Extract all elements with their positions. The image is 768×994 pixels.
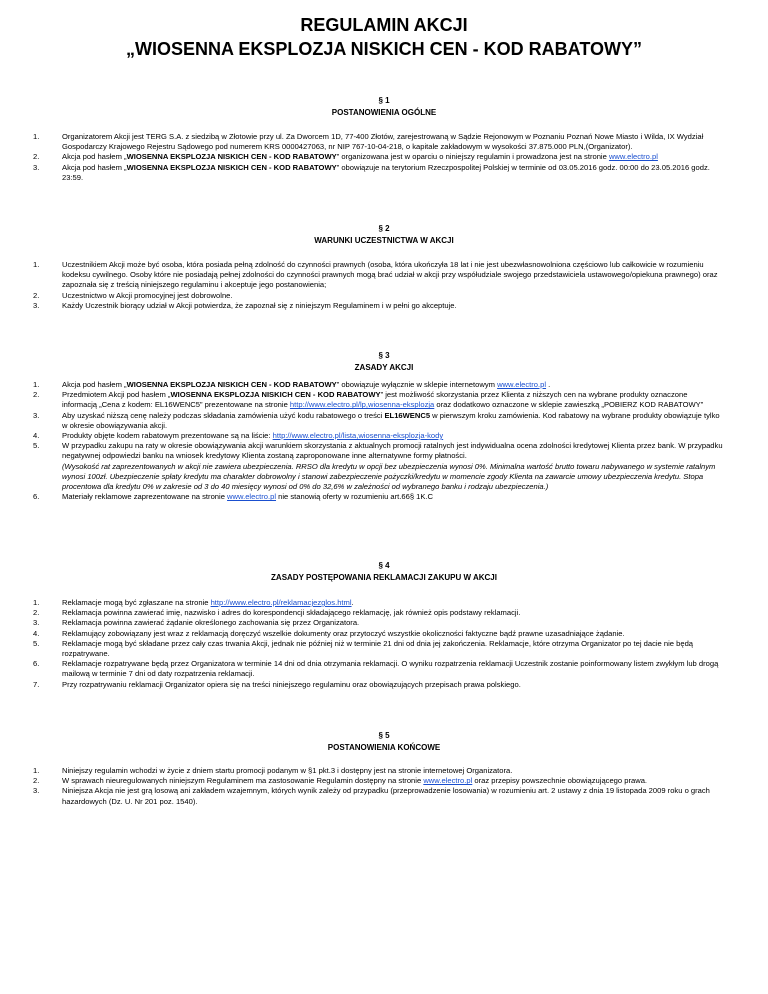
- section-number: § 3: [378, 351, 390, 360]
- link[interactable]: www.electro.pl: [608, 152, 658, 162]
- list-item: [33, 618, 723, 628]
- section-3-list: [33, 380, 723, 502]
- section-1-list: [33, 132, 723, 183]
- section-5-list: [33, 766, 723, 807]
- item-number: 3.: [33, 162, 40, 172]
- item-text: [62, 492, 723, 502]
- text-run: .: [546, 380, 551, 389]
- text-run: Reklamacje rozpatrywane będą przez Organizatora w terminie 14 dni od dnia otrzymania reklamacji. O wyniku rozpatrzenia reklamacji Uczestnik zostanie poinformowany listem zwykłym lub drogą mailową w terminie 7 dni od daty rozpatrzenia reklamacji.: [62, 659, 719, 679]
- item-text: [62, 608, 723, 618]
- section-title: POSTANOWIENIA OGÓLNE: [331, 108, 437, 117]
- item-text: [62, 629, 723, 639]
- text-run: Reklamacja powinna zawierać imię, nazwisko i adres do korespondencji składającego reklamację, jak również opis podstawy reklamacji.: [62, 608, 521, 618]
- link[interactable]: www.electro.pl: [423, 776, 473, 786]
- item-number: 3.: [33, 410, 40, 420]
- text-run: .: [351, 598, 354, 607]
- item-number: 1.: [33, 380, 40, 389]
- document-title-line2: „WIOSENNA EKSPLOZJA NISKICH CEN - KOD RABATOWY”: [125, 39, 642, 59]
- section-2-heading: [0, 223, 768, 247]
- link[interactable]: www.electro.pl: [227, 492, 277, 502]
- item-text: [62, 598, 723, 608]
- item-text: [62, 380, 723, 390]
- text-run: Każdy Uczestnik biorący udział w Akcji potwierdza, że zapoznał się z niniejszym Regulaminem i w pełni go akceptuje.: [62, 300, 457, 310]
- list-item: [33, 260, 723, 291]
- section-number: § 1: [378, 96, 390, 105]
- item-text: [62, 639, 723, 659]
- section-4-list: [33, 598, 723, 690]
- item-text: [62, 431, 723, 441]
- list-item: [33, 301, 723, 311]
- section-title: WARUNKI UCZESTNICTWA W AKCJI: [314, 236, 454, 245]
- list-item: [33, 639, 723, 659]
- item-text: [62, 766, 723, 776]
- link[interactable]: http://www.electro.pl/lp,wiosenna-eksplozja: [289, 400, 435, 410]
- text-run: Aby uzyskać niższą cenę należy podczas składania zamówienia użyć kodu rabatowego o treści: [62, 410, 385, 420]
- item-number: 7.: [33, 679, 40, 689]
- list-item: [33, 608, 723, 618]
- item-number: 2.: [33, 608, 40, 618]
- text-run: Materiały reklamowe zaprezentowane na stronie: [62, 492, 228, 502]
- item-number: 1.: [33, 132, 40, 141]
- item-text: [62, 132, 723, 152]
- item-text: [62, 291, 723, 301]
- item-text: [62, 776, 723, 786]
- section-title: ZASADY AKCJI: [354, 363, 414, 372]
- item-text: [62, 411, 723, 431]
- text-run: w pierwszym kroku zamówienia. Kod rabatowy na wybrane produkty obowiązuje tylko w okresie obowiązywania akcji.: [62, 410, 720, 430]
- section-number: § 4: [378, 561, 390, 570]
- bold-text: WIOSENNA EKSPLOZJA NISKICH CEN - KOD RABATOWY: [126, 380, 337, 389]
- item-text: [62, 786, 723, 806]
- text-run: Reklamacje mogą być składane przez cały czas trwania Akcji, jednak nie później niż w terminie 21 dni od dnia jej zakończenia. Reklamacje, które otrzyma Organizator po tej dacie nie będą rozpatrywane.: [62, 638, 694, 659]
- item-number: 3.: [33, 618, 40, 628]
- text-run: oraz przepisy powszechnie obowiązującego prawa.: [472, 776, 648, 786]
- link[interactable]: http://www.electro.pl/reklamacjezglos.html: [210, 598, 352, 607]
- item-text: [62, 659, 723, 679]
- item-text: [62, 301, 723, 311]
- item-text: [62, 152, 723, 162]
- text-run: W sprawach nieuregulowanych niniejszym Regulaminem ma zastosowanie Regulamin dostępny na stronie: [62, 776, 424, 786]
- section-title: POSTANOWIENIA KOŃCOWE: [327, 743, 441, 752]
- section-2-list: [33, 260, 723, 311]
- item-number: 2.: [33, 152, 40, 162]
- text-run: Akcja pod hasłem „: [62, 380, 127, 389]
- item-text: [62, 260, 723, 291]
- item-number: 2.: [33, 290, 40, 300]
- item-text: [62, 163, 723, 183]
- item-number: 3.: [33, 786, 40, 796]
- section-number: § 5: [378, 731, 390, 740]
- italic-note: (Wysokość rat zaprezentowanych w akcji nie zawiera ubezpieczenia. RRSO dla kredytu w opcji bez ubezpieczenia wynosi 0%. Minimalna wartość brutto towaru nabywanego w systemie ratalnym wynosi 100zł. Ubezpieczenie spłaty kredytu ma charakter dobrowolny i stanowi zabezpieczenie pożyczki/kredytu w momencie zgody Klienta na zawarcie umowy ubezpieczenia kredytu. Stopa procentowa dla kredytu 0% w zakresie od 3 do 40 miesięcy wynosi od 0% do 32,6% w zależności od wybranego banku i rodzaju ubezpieczenia.): [62, 461, 716, 492]
- text-run: Organizatorem Akcji jest TERG S.A. z siedzibą w Złotowie przy ul. Za Dworcem 1D, 77-400 Złotów, zarejestrowaną w Sądzie Rejonowym w Poznaniu Poznań Nowe Miasto i Wilda, IX Wydział Gospodarczy Krajowego Rejestru Sądowego pod numerem KRS 0000427063, nr NIP 767-10-04-218, o kapitale zakładowym w wysokości 37.875.000 PLN,(Organizator).: [62, 132, 704, 152]
- item-number: 5.: [33, 441, 40, 451]
- text-run: Przy rozpatrywaniu reklamacji Organizator opiera się na treści niniejszego regulaminu oraz obowiązujących przepisach prawa polskiego.: [62, 679, 521, 689]
- list-item: [33, 390, 723, 410]
- link[interactable]: www.electro.pl: [497, 380, 547, 389]
- item-number: 2.: [33, 390, 40, 400]
- list-item: [33, 132, 723, 152]
- text-run: W przypadku zakupu na raty w okresie obowiązywania akcji warunkiem skorzystania z aktualnych promocji ratalnych jest indywidualna ocena zdolności kredytowej Klienta przez bank. W przypadku negatywnej odpowiedzi banku na wniosek kredytowy Klienta zostaną zaproponowane inne alternatywne formy płatności.: [62, 441, 723, 461]
- text-run: Niniejsza Akcja nie jest grą losową ani zakładem wzajemnym, których wynik zależy od przypadku (przeprowadzenie losowania) w rozumieniu art. 2 ustawy z dnia 19 listopada 2009 roku o grach hazardowych (Dz. U. Nr 201 poz. 1540).: [62, 786, 710, 806]
- item-number: 3.: [33, 300, 40, 310]
- item-text: [62, 618, 723, 628]
- text-run: Uczestnictwo w Akcji promocyjnej jest dobrowolne.: [62, 290, 233, 300]
- text-run: Reklamujący zobowiązany jest wraz z reklamacją doręczyć wszelkie dokumenty oraz przytoczyć wszystkie okoliczności faktyczne bądź prawne uzasadniające żądanie.: [62, 628, 625, 638]
- text-run: ” obowiązuje wyłącznie w sklepie internetowym: [336, 380, 498, 389]
- list-item: [33, 786, 723, 806]
- text-run: Reklamacja powinna zawierać żądanie określonego zachowania się przez Organizatora.: [62, 618, 360, 628]
- list-item: [33, 411, 723, 431]
- text-run: Niniejszy regulamin wchodzi w życie z dniem startu promocji podanym w §1 pkt.3 i dostępny jest na stronie internetowej Organizatora.: [62, 766, 513, 775]
- list-item: [33, 776, 723, 786]
- list-item: [33, 291, 723, 301]
- list-item: [33, 680, 723, 690]
- text-run: Uczestnikiem Akcji może być osoba, która posiada pełną zdolność do czynności prawnych (osoba, która ukończyła 18 lat i nie jest ubezwłasnowolniona częściowo lub całkowicie w rozumieniu kodeksu cywilnego. Osoby które nie posiadają pełnej zdolności do czynności prawnych mogą brać udział w akcji przy współudziale swojego przedstawiciela ustawowego/opiekuna prawnego) oraz zapoznała się z treścią niniejszego regulaminu i akceptuje jego postanowienia;: [62, 260, 718, 290]
- item-number: 1.: [33, 766, 40, 775]
- item-number: 6.: [33, 659, 40, 669]
- list-item: [33, 380, 723, 390]
- text-run: ” obowiązuje na terytorium Rzeczpospolitej Polskiej w terminie od 03.05.2016 godz. 00:00 do 23.05.2016 godz. 23:59.: [62, 162, 710, 182]
- bold-text: WIOSENNA EKSPLOZJA NISKICH CEN - KOD RABATOWY: [126, 162, 337, 172]
- link[interactable]: http://www.electro.pl/lista,wiosenna-eksplozja-kody: [272, 431, 444, 441]
- list-item: [33, 431, 723, 441]
- text-run: ” organizowana jest w oparciu o niniejszy regulamin i prowadzona jest na stronie: [336, 152, 609, 162]
- text-run: Przedmiotem Akcji pod hasłem „: [62, 390, 171, 400]
- item-text: [62, 680, 723, 690]
- text-run: oraz dodatkowo oznaczone w sklepie zawieszką „POBIERZ KOD RABATOWY”: [434, 400, 704, 410]
- item-number: 1.: [33, 260, 40, 269]
- item-number: 2.: [33, 776, 40, 786]
- section-5-heading: [0, 730, 768, 754]
- item-number: 4.: [33, 628, 40, 638]
- section-title: ZASADY POSTĘPOWANIA REKLAMACJI ZAKUPU W AKCJI: [271, 573, 497, 582]
- bold-text: WIOSENNA EKSPLOZJA NISKICH CEN - KOD RABATOWY: [170, 390, 381, 400]
- list-item: [33, 441, 723, 492]
- item-number: 1.: [33, 598, 40, 607]
- item-text: [62, 441, 723, 492]
- item-number: 4.: [33, 431, 40, 441]
- list-item: [33, 163, 723, 183]
- text-run: Akcja pod hasłem „: [62, 152, 127, 162]
- bold-text: WIOSENNA EKSPLOZJA NISKICH CEN - KOD RABATOWY: [126, 152, 337, 162]
- text-run: Reklamacje mogą być zgłaszane na stronie: [62, 598, 211, 607]
- text-run: Akcja pod hasłem „: [62, 162, 127, 172]
- list-item: [33, 766, 723, 776]
- item-text: [62, 390, 723, 410]
- section-3-heading: [0, 350, 768, 374]
- section-1-heading: [0, 95, 768, 119]
- text-run: Produkty objęte kodem rabatowym prezentowane są na liście:: [62, 431, 273, 441]
- item-number: 5.: [33, 638, 40, 648]
- document-title-line1: REGULAMIN AKCJI: [300, 15, 468, 35]
- text-run: nie stanowią oferty w rozumieniu art.66§ 1K.C: [276, 492, 434, 502]
- section-4-heading: [0, 560, 768, 584]
- list-item: [33, 152, 723, 162]
- list-item: [33, 659, 723, 679]
- item-number: 6.: [33, 492, 40, 502]
- list-item: [33, 629, 723, 639]
- list-item: [33, 598, 723, 608]
- list-item: [33, 492, 723, 502]
- bold-text: EL16WENC5: [384, 410, 431, 420]
- section-number: § 2: [378, 224, 390, 233]
- text-run: ” jest możliwość skorzystania przez Klienta z niższych cen na wybrane produkty oznaczone informacją „Cena z kodem: EL16WENC5” prezentowane na stronie: [62, 390, 688, 410]
